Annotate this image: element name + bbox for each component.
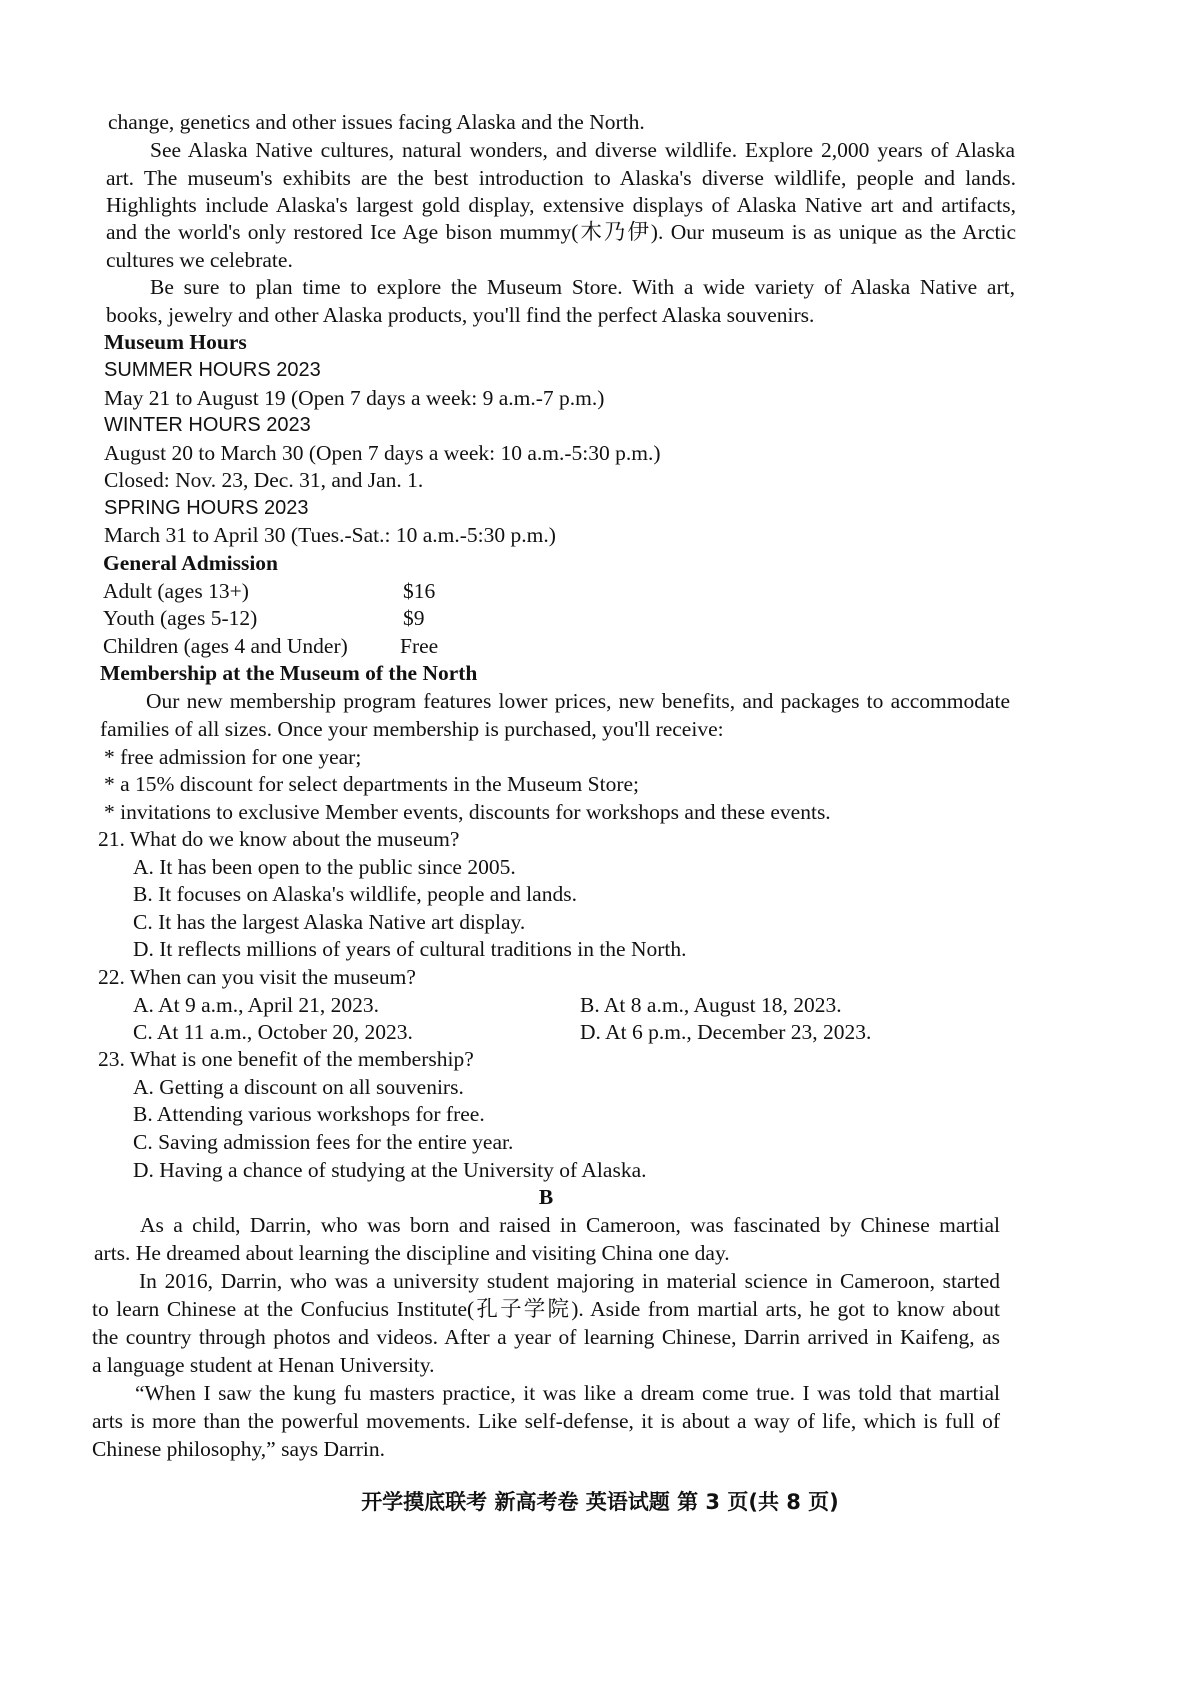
paragraph-line: change, genetics and other issues facing Alaska and the North. — [108, 110, 645, 134]
question-option: B. It focuses on Alaska's wildlife, people and lands. — [133, 882, 577, 906]
admission-price: $16 — [403, 579, 436, 603]
admission-price: Free — [400, 634, 439, 658]
admission-price: $9 — [403, 606, 425, 630]
section-heading-hours: Museum Hours — [104, 330, 247, 354]
passage-label: B — [538, 1185, 554, 1209]
section-heading-membership: Membership at the Museum of the North — [100, 661, 478, 685]
paragraph-line: arts. He dreamed about learning the discipline and visiting China one day. — [94, 1241, 730, 1265]
hours-line: Closed: Nov. 23, Dec. 31, and Jan. 1. — [104, 468, 424, 492]
question-option: A. At 9 a.m., April 21, 2023. — [133, 993, 380, 1017]
paragraph-line: As a child, Darrin, who was born and raised in Cameroon, was fascinated by Chinese martial — [140, 1213, 1000, 1237]
question-option: C. Saving admission fees for the entire year. — [133, 1130, 514, 1154]
paragraph-line: Highlights include Alaska's largest gold display, extensive displays of Alaska Native art and artifacts, — [106, 193, 1016, 217]
paragraph-line: cultures we celebrate. — [106, 248, 293, 272]
hours-line: WINTER HOURS 2023 — [104, 414, 311, 436]
benefit-item: * a 15% discount for select departments in the Museum Store; — [104, 772, 639, 796]
question-option: D. Having a chance of studying at the University of Alaska. — [133, 1158, 647, 1182]
hours-line: March 31 to April 30 (Tues.-Sat.: 10 a.m.-5:30 p.m.) — [104, 523, 556, 547]
paragraph-line: See Alaska Native cultures, natural wonders, and diverse wildlife. Explore 2,000 years of Alaska — [150, 138, 1015, 162]
question-option: A. Getting a discount on all souvenirs. — [133, 1075, 464, 1099]
paragraph-line: a language student at Henan University. — [92, 1353, 435, 1377]
paragraph-line: Chinese philosophy,” says Darrin. — [92, 1437, 385, 1461]
paragraph-line: books, jewelry and other Alaska products, you'll find the perfect Alaska souvenirs. — [106, 303, 815, 327]
paragraph-line: families of all sizes. Once your membership is purchased, you'll receive: — [100, 717, 724, 741]
hours-line: August 20 to March 30 (Open 7 days a week: 10 a.m.-5:30 p.m.) — [104, 441, 661, 465]
paragraph-line: “When I saw the kung fu masters practice, it was like a dream come true. I was told that martial — [135, 1381, 1000, 1405]
question-option: C. At 11 a.m., October 20, 2023. — [133, 1020, 413, 1044]
question-stem: 22. When can you visit the museum? — [98, 965, 416, 989]
paragraph-line: arts is more than the powerful movements. Like self-defense, it is about a way of life, which is full of — [92, 1409, 1000, 1433]
section-heading-admission: General Admission — [103, 551, 279, 575]
paragraph-line: and the world's only restored Ice Age bison mummy(木乃伊). Our museum is as unique as the Arctic — [106, 220, 1016, 244]
paragraph-line: Our new membership program features lower prices, new benefits, and packages to accommodate — [146, 689, 1010, 713]
admission-label: Youth (ages 5-12) — [103, 606, 258, 630]
question-option: C. It has the largest Alaska Native art display. — [133, 910, 526, 934]
hours-line: SUMMER HOURS 2023 — [104, 359, 321, 381]
paragraph-line: In 2016, Darrin, who was a university student majoring in material science in Cameroon, started — [139, 1269, 1000, 1293]
question-option: B. Attending various workshops for free. — [133, 1102, 485, 1126]
benefit-item: * free admission for one year; — [104, 745, 362, 769]
admission-label: Children (ages 4 and Under) — [103, 634, 348, 658]
paragraph-line: the country through photos and videos. After a year of learning Chinese, Darrin arrived in Kaifeng, as — [92, 1325, 1000, 1349]
hours-line: SPRING HOURS 2023 — [104, 497, 309, 519]
question-option: D. It reflects millions of years of cultural traditions in the North. — [133, 937, 687, 961]
paragraph-line: art. The museum's exhibits are the best introduction to Alaska's diverse wildlife, people and lands. — [106, 166, 1016, 190]
paragraph-line: Be sure to plan time to explore the Museum Store. With a wide variety of Alaska Native art, — [150, 275, 1015, 299]
benefit-item: * invitations to exclusive Member events, discounts for workshops and these events. — [104, 800, 831, 824]
question-stem: 23. What is one benefit of the membership? — [98, 1047, 474, 1071]
paragraph-line: to learn Chinese at the Confucius Institute(孔子学院). Aside from martial arts, he got to know about — [92, 1297, 1000, 1321]
admission-label: Adult (ages 13+) — [103, 579, 249, 603]
page-footer: 开学摸底联考 新高考卷 英语试题 第 3 页(共 8 页) — [361, 1490, 839, 1514]
question-option: D. At 6 p.m., December 23, 2023. — [580, 1020, 872, 1044]
hours-line: May 21 to August 19 (Open 7 days a week: 9 a.m.-7 p.m.) — [104, 386, 605, 410]
question-option: A. It has been open to the public since 2005. — [133, 855, 516, 879]
question-option: B. At 8 a.m., August 18, 2023. — [580, 993, 842, 1017]
question-stem: 21. What do we know about the museum? — [98, 827, 460, 851]
